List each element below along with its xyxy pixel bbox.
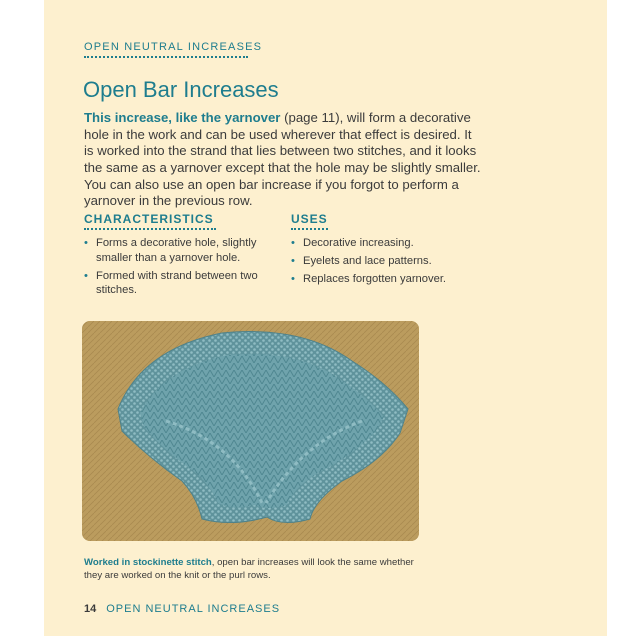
list-item bbox=[291, 236, 491, 251]
book-page bbox=[44, 0, 607, 636]
list-item bbox=[84, 236, 259, 266]
intro-lead: This increase, like the yarnover bbox=[84, 110, 281, 126]
characteristics-item-2: Formed with strand between two stitches. bbox=[96, 269, 258, 297]
bullet-icon: • bbox=[291, 254, 295, 267]
caption-body: , open bar increases will look the same whether they are worked on the knit or the purl rows. bbox=[84, 556, 414, 582]
characteristics-dotted-rule bbox=[84, 228, 216, 230]
knitted-swatch-illustration bbox=[82, 321, 419, 541]
bullet-icon: • bbox=[84, 269, 88, 282]
intro-body: (page 11), will form a decorative hole in the work and can be used wherever that effect is desired. It is worked into the strand that lies between two stitches, and it looks the same as a yarnover except that the hole may be slightly smaller. You can also use an open bar increase if you forgot to perform a yarnover in the previous row. bbox=[84, 110, 481, 209]
page-number: 14 bbox=[84, 603, 97, 615]
knitted-swatch-photo bbox=[82, 321, 419, 541]
uses-item-3: Replaces forgotten yarnover. bbox=[303, 272, 447, 285]
photo-caption bbox=[84, 556, 424, 583]
characteristics-item-1: Forms a decorative hole, slightly smaller than a yarnover hole. bbox=[96, 237, 257, 264]
bullet-icon: • bbox=[291, 272, 295, 285]
page-title: Open Bar Increases bbox=[83, 76, 279, 102]
caption-lead: Worked in stockinette stitch bbox=[84, 556, 212, 568]
list-item bbox=[291, 272, 491, 287]
uses-list bbox=[291, 236, 491, 289]
characteristics-list bbox=[84, 236, 259, 301]
list-item bbox=[291, 254, 491, 269]
intro-paragraph bbox=[84, 110, 484, 210]
page-footer bbox=[84, 603, 280, 615]
bullet-icon: • bbox=[291, 237, 295, 249]
uses-item-1: Decorative increasing. bbox=[303, 237, 414, 249]
uses-dotted-rule bbox=[291, 228, 328, 230]
list-item bbox=[84, 269, 259, 299]
running-footer: OPEN NEUTRAL INCREASES bbox=[106, 603, 281, 615]
section-eyebrow: OPEN NEUTRAL INCREASES bbox=[84, 41, 263, 53]
bullet-icon: • bbox=[84, 237, 88, 249]
uses-heading: USES bbox=[291, 212, 328, 226]
uses-item-2: Eyelets and lace patterns. bbox=[303, 254, 432, 267]
eyebrow-dotted-rule bbox=[84, 56, 248, 58]
characteristics-heading: CHARACTERISTICS bbox=[84, 212, 214, 226]
